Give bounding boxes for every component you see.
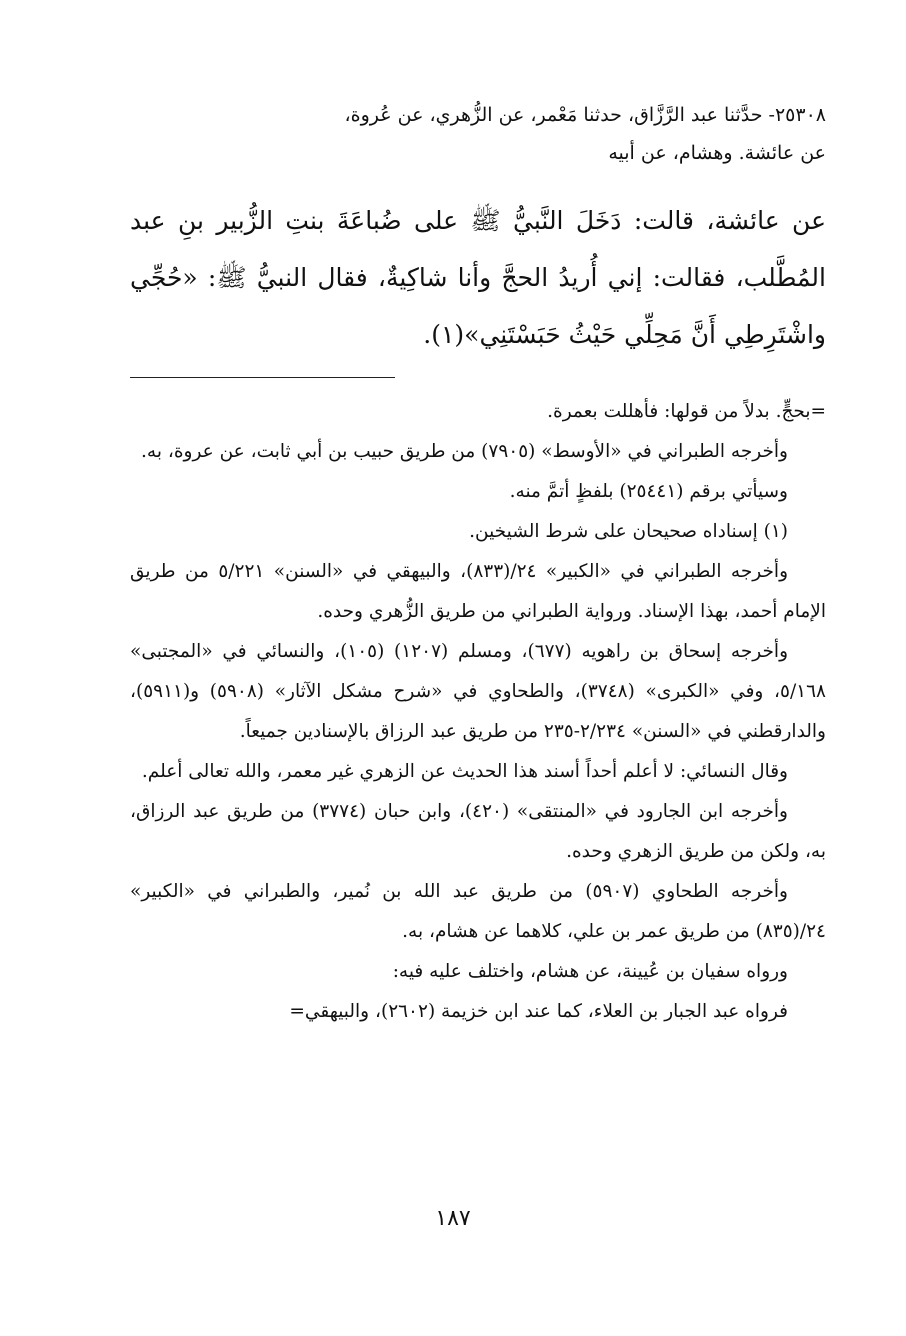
footnote-paragraph: ورواه سفيان بن عُيينة، عن هشام، واختلف عليه فيه: — [392, 961, 788, 982]
hadith-block — [130, 96, 826, 363]
footnote-paragraph: وأخرجه ابن الجارود في «المنتقى» (٤٢٠)، وابن حبان (٣٧٧٤) من طريق عبد الرزاق، به، ولكن من طريق الزهري وحده. — [130, 801, 826, 862]
footnote-paragraph: وسيأتي برقم (٢٥٤٤١) بلفظٍ أتمَّ منه. — [509, 481, 788, 502]
footnote-paragraph: فرواه عبد الجبار بن العلاء، كما عند ابن خزيمة (٢٦٠٢)، والبيهقي= — [289, 1001, 788, 1022]
footnote-paragraph: =بحجٍّ. بدلاً من قولها: فأهللت بعمرة. — [547, 401, 826, 422]
isnad-line-2: عن عائشة. وهشام، عن أبيه — [608, 142, 826, 164]
footnotes — [130, 392, 826, 1032]
isnad-line-1 — [130, 96, 826, 134]
hadith-number: ٢٥٣٠٨- — [768, 104, 826, 126]
page-content — [130, 96, 826, 1032]
footnote-separator — [130, 377, 395, 378]
footnote-paragraph: (١) إسناداه صحيحان على شرط الشيخين. — [469, 521, 788, 542]
footnote-paragraph: وأخرجه إسحاق بن راهويه (٦٧٧)، ومسلم (١٢٠٧) (١٠٥)، والنسائي في «المجتبى» ٥/١٦٨، وفي «الكبرى» (٣٧٤٨)، والطحاوي في «شرح مشكل الآثار» (٥٩٠٨) و(٥٩١١)، والدارقطني في «السنن» ٢/٢٣٤-٢٣٥ من طريق عبد الرزاق بالإسنادين جميعاً. — [130, 641, 826, 742]
footnote-paragraph: وأخرجه الطبراني في «الأوسط» (٧٩٠٥) من طريق حبيب بن أبي ثابت، عن عروة، به. — [141, 441, 788, 462]
hadith-matn: عن عائشة، قالت: دَخَلَ النَّبيُّ ﷺ على ضُباعَةَ بنتِ الزُّبير بنِ عبد المُطَّلب، فقالت: إني أُريدُ الحجَّ وأنا شاكِيةٌ، فقال النبيُّ ﷺ: «حُجِّي واشْتَرِطِي أَنَّ مَحِلِّي حَيْثُ حَبَسْتَنِي»(١). — [130, 206, 826, 349]
page-number: ١٨٧ — [435, 1206, 471, 1231]
footnote-paragraph: وأخرجه الطحاوي (٥٩٠٧) من طريق عبد الله بن نُمير، والطبراني في «الكبير» ٢٤/(٨٣٥) من طريق عمر بن علي، كلاهما عن هشام، به. — [130, 881, 826, 942]
footnote-paragraph: وقال النسائي: لا أعلم أحداً أسند هذا الحديث عن الزهري غير معمر، والله تعالى أعلم. — [141, 761, 788, 782]
footnote-paragraph: وأخرجه الطبراني في «الكبير» ٢٤/(٨٣٣)، والبيهقي في «السنن» ٥/٢٢١ من طريق الإمام أحمد، بهذا الإسناد. ورواية الطبراني من طريق الزُّهري وحده. — [130, 561, 826, 622]
isnad-text-1: حدَّثنا عبد الرَّزَّاق، حدثنا مَعْمر، عن الزُّهري، عن عُروة، — [344, 104, 763, 126]
